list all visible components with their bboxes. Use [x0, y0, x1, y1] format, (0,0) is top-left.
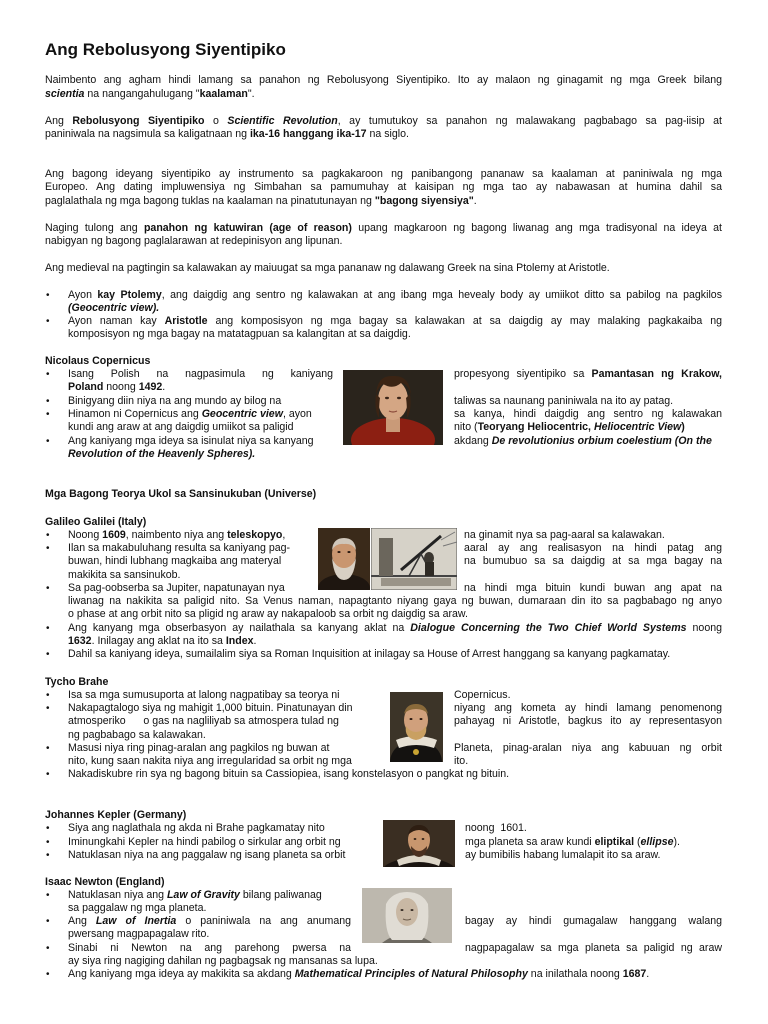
bullet-icon: •: [46, 409, 50, 420]
galileo-bullet-3-l1: Sa pag-oobserba sa Jupiter, napatunayan nya: [68, 582, 285, 594]
kepler-bullet-3-right: ay bumibilis habang lumalapit ito sa araw.: [465, 849, 661, 861]
intro-paragraph-3-line-2: Europeo. Ang dating impluwensiya ng Simbahan sa pamumuhay at kaisipan ng mga tao ay nabawasan at humina dahil sa: [45, 181, 722, 193]
copernicus-bullet-3-line-2-right: nito (Teoryang Heliocentric, Heliocentric View): [454, 421, 685, 433]
kepler-portrait: [383, 820, 455, 867]
newton-bullet-3-left: Sinabi ni Newton na ang parehong pwersa na: [68, 942, 351, 954]
galileo-bullet-2-l1: Ilan sa makabuluhang resulta sa kaniyang pag-: [68, 542, 291, 554]
tycho-heading: Tycho Brahe: [45, 676, 109, 688]
galileo-heading: Galileo Galilei (Italy): [45, 516, 147, 528]
theories-heading: Mga Bagong Teorya Ukol sa Sansinukuban (Universe): [45, 488, 317, 500]
tycho-bullet-2-line-2-left: atmosperiko o gas na nagliliyab sa atmospera tulad ng: [68, 715, 339, 727]
newton-bullet-1-line-2: sa paggalaw ng mga planeta.: [68, 902, 207, 914]
newton-bullet-2-line-2: pwersang magpapagalaw rito.: [68, 928, 210, 940]
tycho-bullet-1-right: Copernicus.: [454, 689, 511, 701]
tycho-bullet-3-line-2-left: nito, kung saan nakita niya ang irregularidad sa orbit ng mga: [68, 755, 352, 767]
bullet-icon: •: [46, 436, 50, 447]
galileo-telescope-engraving: [371, 528, 457, 590]
ptolemy-bullet-line-2: (Geocentric view).: [68, 302, 160, 314]
bullet-icon: •: [46, 890, 50, 901]
ptolemy-bullet: Ayon kay Ptolemy, ang daigdig ang sentro ng kalawakan at ang ibang mga hevealy body ay umiikot ditto sa pabilog na pagkilos: [68, 289, 722, 301]
bullet-icon: •: [46, 823, 50, 834]
copernicus-heading: Nicolaus Copernicus: [45, 355, 151, 367]
intro-paragraph-2: Ang Rebolusyong Siyentipiko o Scientific Revolution, ay tumutukoy sa panahon ng malawakang pagbabago sa pag-iisip at: [45, 115, 722, 127]
bullet-icon: •: [46, 583, 50, 594]
copernicus-bullet-3-right: sa kanya, hindi daigdig ang sentro ng kalawakan: [454, 408, 722, 420]
bullet-icon: •: [46, 703, 50, 714]
copernicus-bullet-2-right: taliwas sa naunang paniniwala na ito ay patag.: [454, 395, 674, 407]
tycho-bullet-3-line-2-right: ito.: [454, 755, 469, 767]
page-title: Ang Rebolusyong Siyentipiko: [45, 40, 286, 59]
newton-bullet-3-line-2: ay siya ring nagiging dahilan ng pagbagsak ng mansanas sa lupa.: [68, 955, 378, 967]
galileo-bullet-2-l3: makikita sa sansinukob.: [68, 569, 181, 581]
kepler-heading: Johannes Kepler (Germany): [45, 809, 187, 821]
galileo-bullet-3-l2: liwanag na nakikita sa paligid nito. Sa Venus naman, napagtanto niyang gaya ng buwan, dumaraan din ito sa pagbabago ng anyo: [68, 595, 722, 607]
bullet-icon: •: [46, 316, 50, 327]
tycho-bullet-4: Nakadiskubre rin sya ng bagong bituin sa Cassiopiea, isang konstelasyon o pangkat ng bituin.: [68, 768, 510, 780]
copernicus-bullet-4-left: Ang kaniyang mga ideya sa isinulat niya sa kanyang: [68, 435, 314, 447]
newton-heading: Isaac Newton (England): [45, 876, 165, 888]
galileo-bullet-2-r2: na bumubuo sa sa daigdig at sa mga bagay na: [464, 555, 722, 567]
copernicus-portrait: [343, 370, 443, 445]
galileo-bullet-3-r1: na hindi mga bituin kundi buwan ang apat na: [464, 582, 722, 594]
bullet-icon: •: [46, 850, 50, 861]
intro-paragraph-3-line-3: paglalathala ng mga bagong tuklas na kaalaman na pinatutunayan ng "bagong siyensiya".: [45, 195, 477, 207]
copernicus-bullet-1-right: propesyong siyentipiko sa Pamantasan ng Krakow,: [454, 368, 722, 380]
tycho-bullet-1-left: Isa sa mga sumusuporta at lalong nagpatibay sa teorya ni: [68, 689, 340, 701]
tycho-bullet-3-right: Planeta, pinag-aralan niya ang kabuuan ng orbit: [454, 742, 722, 754]
bullet-icon: •: [46, 369, 50, 380]
newton-bullet-4: Ang kaniyang mga ideya ay makikita sa akdang Mathematical Principles of Natural Philosophy na inilathala noong 1687.: [68, 968, 650, 980]
tycho-bullet-2-line-2-right: pahayag ni Aristotle, bagkus ito ay representasyon: [454, 715, 722, 727]
newton-bullet-3-right: nagpapagalaw sa mga planeta sa paligid ng araw: [465, 942, 722, 954]
aristotle-bullet-line-2: komposisyon ng mga bagay na matatagpuan sa kalangitan at sa daigdig.: [68, 328, 411, 340]
kepler-bullet-2-right: mga planeta sa araw kundi eliptikal (ellipse).: [465, 836, 680, 848]
tycho-bullet-2-line-3: ng pagbabago sa kalawakan.: [68, 729, 206, 741]
copernicus-bullet-2-left: Binigyang diin niya na ang mundo ay bilog na: [68, 395, 282, 407]
intro-paragraph-4-line-2: nabigyan ng bagong paglalarawan at redepinisyon ang lipunan.: [45, 235, 343, 247]
bullet-icon: •: [46, 649, 50, 660]
galileo-bullet-4: Ang kanyang mga obserbasyon ay nailathala sa kanyang aklat na Dialogue Concerning the Two Chief World Systems noong: [68, 622, 722, 634]
copernicus-bullet-4-right: akdang De revolutionius orbium coelestium (On the: [454, 435, 712, 447]
newton-portrait: [362, 888, 452, 943]
galileo-portrait: [318, 528, 370, 590]
copernicus-bullet-1-left: Isang Polish na nagpasimula ng kaniyang: [68, 368, 333, 380]
copernicus-bullet-3-left: Hinamon ni Copernicus ang Geocentric view, ayon: [68, 408, 312, 420]
tycho-bullet-2-right: niyang ang kometa ay hindi lamang penomenong: [454, 702, 722, 714]
copernicus-bullet-4-line-2: Revolution of the Heavenly Spheres).: [68, 448, 256, 460]
galileo-bullet-5: Dahil sa kaniyang ideya, sumailalim siya sa Roman Inquisition at inilagay sa House of Arrest hanggang sa kanyang pagkamatay.: [68, 648, 671, 660]
bullet-icon: •: [46, 290, 50, 301]
copernicus-bullet-3-line-2-left: kundi ang araw at ang daigdig umiikot sa paligid: [68, 421, 294, 433]
intro-paragraph-5: Ang medieval na pagtingin sa kalawakan ay maiuugat sa mga pananaw ng dalawang Greek na sina Ptolemy at Aristotle.: [45, 262, 610, 274]
intro-paragraph-3-line-1: Ang bagong ideyang siyentipiko ay instrumento sa pagkakaroon ng panibangong pananaw sa kaalaman at paniniwala ng mga: [45, 168, 722, 180]
bullet-icon: •: [46, 623, 50, 634]
newton-bullet-2-left: Ang Law of Inertia o paniniwala na ang anumang: [68, 915, 351, 927]
galileo-bullet-4-line-2: 1632. Inilagay ang aklat na ito sa Index.: [68, 635, 257, 647]
galileo-bullet-1-left: Noong 1609, naimbento niya ang teleskopyo,: [68, 529, 286, 541]
galileo-bullet-2-l2: buwan, hindi lubhang magkaiba ang materyal: [68, 555, 282, 567]
intro-paragraph-4-line-1: Naging tulong ang panahon ng katuwiran (age of reason) upang magkaroon ng bagong liwanag ang mga tradisyonal na ideya at: [45, 222, 722, 234]
tycho-bullet-3-left: Masusi niya ring pinag-aralan ang pagkilos ng buwan at: [68, 742, 330, 754]
copernicus-bullet-1-line-2: Poland noong 1492.: [68, 381, 166, 393]
tycho-bullet-2-left: Nakapagtalogo siya ng mahigit 1,000 bituin. Pinatunayan din: [68, 702, 353, 714]
bullet-icon: •: [46, 837, 50, 848]
bullet-icon: •: [46, 396, 50, 407]
bullet-icon: •: [46, 690, 50, 701]
bullet-icon: •: [46, 530, 50, 541]
intro-paragraph-1-end: scientia na nangangahulugang "kaalaman".: [45, 88, 255, 100]
galileo-bullet-2-r1: aaral ay ang realisasyon na hindi patag ang: [464, 542, 722, 554]
newton-bullet-1: Natuklasan niya ang Law of Gravity bilang paliwanag: [68, 889, 322, 901]
intro-paragraph-1: Naimbento ang agham hindi lamang sa panahon ng Rebolusyong Siyentipiko. Ito ay malaon ng ginagamit ng mga Greek bilang: [45, 74, 722, 86]
bullet-icon: •: [46, 543, 50, 554]
tycho-portrait: [390, 692, 443, 762]
kepler-bullet-3-left: Natuklasan niya na ang paggalaw ng isang planeta sa orbit: [68, 849, 346, 861]
kepler-bullet-2-left: Iminungkahi Kepler na hindi pabilog o sirkular ang orbit ng: [68, 836, 341, 848]
kepler-bullet-1-left: Siya ang naglathala ng akda ni Brahe pagkamatay nito: [68, 822, 325, 834]
bullet-icon: •: [46, 969, 50, 980]
bullet-icon: •: [46, 943, 50, 954]
aristotle-bullet: Ayon naman kay Aristotle ang komposisyon ng mga bagay sa kalawakan at sa daigdig ay may malaking pagkakaiba ng: [68, 315, 722, 327]
intro-paragraph-2-end: paniniwala na nagsimula sa kaligatnaan ng ika-16 hanggang ika-17 na siglo.: [45, 128, 409, 140]
kepler-bullet-1-right: noong 1601.: [465, 822, 527, 834]
galileo-bullet-1-right: na ginamit nya sa pag-aaral sa kalawakan.: [464, 529, 665, 541]
bullet-icon: •: [46, 769, 50, 780]
bullet-icon: •: [46, 916, 50, 927]
bullet-icon: •: [46, 743, 50, 754]
galileo-bullet-3-l3: o phase at ang orbit nito sa pligid ng araw ay nakapaloob sa orbit ng daigdig sa araw.: [68, 608, 468, 620]
newton-bullet-2-right: bagay ay hindi gumagalaw hanggang walang: [465, 915, 722, 927]
